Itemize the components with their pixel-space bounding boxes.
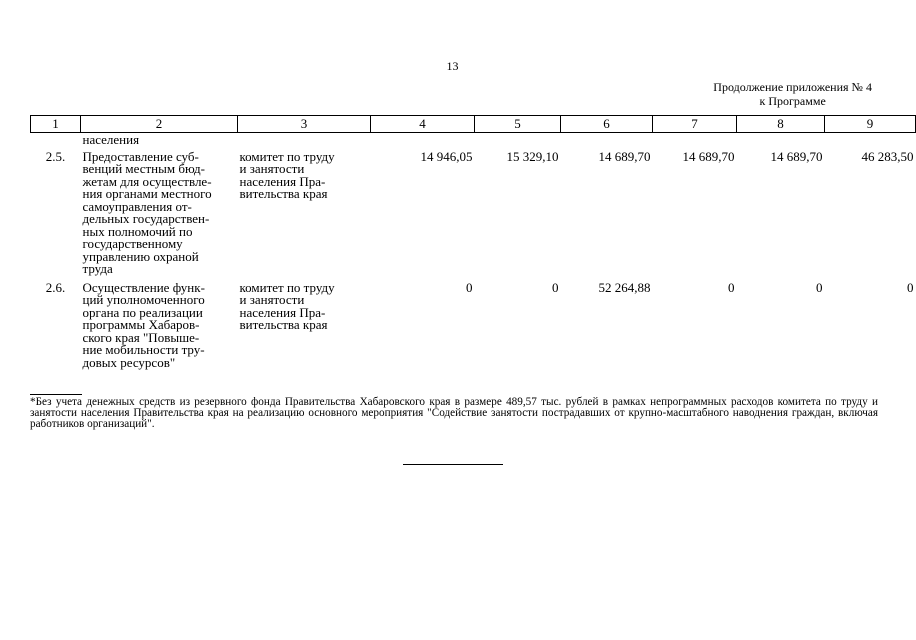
value-col-9: 0 <box>907 279 914 295</box>
table-row <box>31 282 916 376</box>
continued-cell-text: населения <box>82 132 140 147</box>
end-of-document-rule <box>403 464 503 465</box>
program-table <box>30 115 916 375</box>
value-col-7: 14 689,70 <box>682 148 735 164</box>
column-header: 8 <box>737 116 825 133</box>
value-col-6: 52 264,88 <box>598 279 651 295</box>
column-header: 3 <box>238 116 371 133</box>
value-col-8: 14 689,70 <box>770 148 823 164</box>
column-header: 9 <box>825 116 916 133</box>
value-col-4: 14 946,05 <box>420 148 473 164</box>
footnote-divider <box>30 394 82 395</box>
column-header: 1 <box>31 116 81 133</box>
activity-name: Осуществление функ- ций уполномоченного органа по реализации программы Хабаров- ского края "Повыше- ние мобильности тру- довых ресурсов" <box>82 279 205 370</box>
value-col-9: 46 283,50 <box>861 148 914 164</box>
value-col-5: 0 <box>552 279 559 295</box>
appendix-heading-line-2: к Программе <box>759 94 826 108</box>
executor: комитет по труду и занятости населения Пра- вительства края <box>239 279 335 332</box>
footnote: *Без учета денежных средств из резервного фонда Правительства Хабаровского края в размере 489,57 тыс. рублей в рамках непрограммных расходов комитета по труду и занятости населения Правительства края на реализацию основного мероприятия "Содействие занятости пострадавших от крупно-масштабного наводнения граждан, включая работников организаций". <box>30 396 878 430</box>
appendix-heading <box>713 80 872 108</box>
row-number: 2.6. <box>45 279 66 295</box>
column-header: 7 <box>653 116 737 133</box>
value-col-5: 15 329,10 <box>506 148 559 164</box>
column-header: 5 <box>475 116 561 133</box>
value-col-6: 14 689,70 <box>598 148 651 164</box>
row-number: 2.5. <box>45 148 66 164</box>
table-row <box>31 151 916 282</box>
table-header-row <box>31 116 916 133</box>
value-col-8: 0 <box>816 279 823 295</box>
table-row-continued <box>31 133 916 151</box>
column-header: 2 <box>81 116 238 133</box>
value-col-4: 0 <box>466 279 473 295</box>
executor: комитет по труду и занятости населения Пра- вительства края <box>239 148 335 201</box>
column-header: 6 <box>561 116 653 133</box>
activity-name: Предоставление суб- венций местным бюд- жетам для осуществле- ния органами местного самоуправления от- дельных государствен- ных полномочий по государственному управлению охраной труда <box>82 148 212 276</box>
column-header: 4 <box>371 116 475 133</box>
appendix-heading-line-1: Продолжение приложения № 4 <box>713 80 872 94</box>
value-col-7: 0 <box>728 279 735 295</box>
page-number: 13 <box>446 59 459 73</box>
